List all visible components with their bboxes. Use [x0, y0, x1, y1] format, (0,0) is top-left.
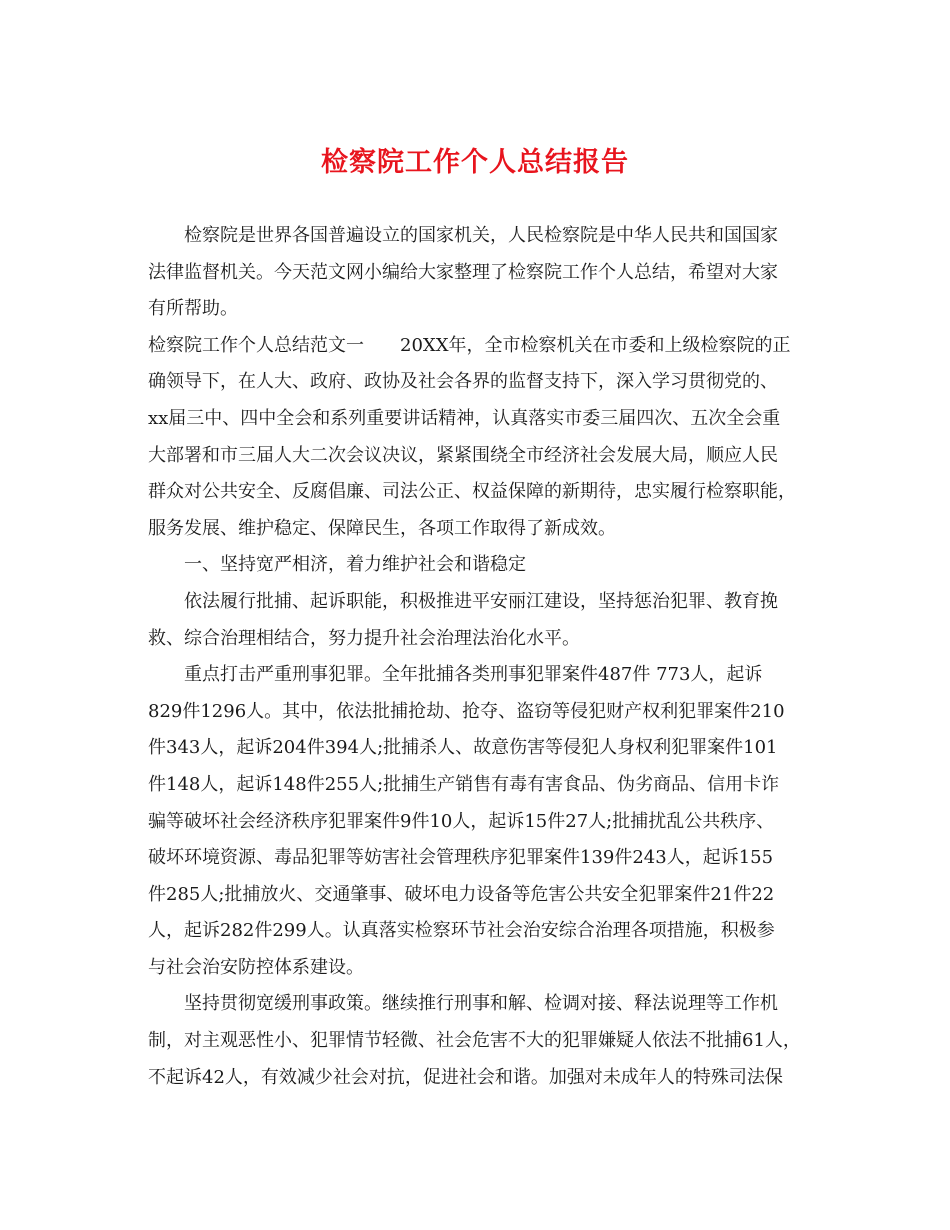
body-line: 829件1296人。其中，依法批捕抢劫、抢夺、盗窃等侵犯财产权利犯罪案件210	[148, 700, 785, 722]
body-line: 检察院工作个人总结范文一 20XX年，全市检察机关在市委和上级检察院的正	[148, 334, 791, 356]
body-line: 不起诉42人，有效减少社会对抗，促进社会和谐。加强对未成年人的特殊司法保	[148, 1066, 783, 1088]
body-line: xx届三中、四中全会和系列重要讲话精神，认真落实市委三届四次、五次全会重	[148, 407, 781, 429]
body-line: 法律监督机关。今天范文网小编给大家整理了检察院工作个人总结，希望对大家	[148, 261, 778, 283]
body-line: 有所帮助。	[148, 298, 238, 320]
body-line: 一、坚持宽严相济，着力维护社会和谐稳定	[184, 554, 526, 576]
body-line: 确领导下，在人大、政府、政协及社会各界的监督支持下，深入学习贯彻党的、	[148, 371, 778, 393]
body-line: 件148人，起诉148件255人;批捕生产销售有毒有害食品、伪劣商品、信用卡诈	[148, 773, 780, 795]
body-line: 人，起诉282件299人。认真落实检察环节社会治安综合治理各项措施，积极参	[148, 920, 775, 942]
body-line: 依法履行批捕、起诉职能，积极推进平安丽江建设，坚持惩治犯罪、教育挽	[184, 590, 778, 612]
body-line: 件343人，起诉204件394人;批捕杀人、故意伤害等侵犯人身权利犯罪案件101	[148, 737, 778, 759]
body-line: 检察院是世界各国普遍设立的国家机关，人民检察院是中华人民共和国国家	[184, 225, 778, 246]
body-line: 坚持贯彻宽缓刑事政策。继续推行刑事和解、检调对接、释法说理等工作机	[184, 993, 778, 1015]
body-line: 与社会治安防控体系建设。	[148, 956, 364, 978]
body-line: 件285人;批捕放火、交通肇事、破坏电力设备等危害公共安全犯罪案件21件22	[148, 883, 775, 905]
document-body	[148, 218, 808, 1096]
body-line: 骗等破坏社会经济秩序犯罪案件9件10人，起诉15件27人;批捕扰乱公共秩序、	[148, 810, 775, 832]
body-line: 制，对主观恶性小、犯罪情节轻微、社会危害不大的犯罪嫌疑人依法不批捕61人，	[148, 1030, 801, 1052]
body-line: 群众对公共安全、反腐倡廉、司法公正、权益保障的新期待，忠实履行检察职能，	[148, 481, 796, 503]
body-line: 大部署和市三届人大二次会议决议，紧紧围绕全市经济社会发展大局，顺应人民	[148, 444, 778, 466]
body-line: 救、综合治理相结合，努力提升社会治理法治化水平。	[148, 627, 580, 649]
body-line: 服务发展、维护稳定、保障民生，各项工作取得了新成效。	[148, 517, 616, 539]
body-line: 重点打击严重刑事犯罪。全年批捕各类刑事犯罪案件487件 773人，起诉	[184, 664, 763, 686]
document-title: 检察院工作个人总结报告	[321, 147, 629, 178]
body-line: 破坏环境资源、毒品犯罪等妨害社会管理秩序犯罪案件139件243人，起诉155	[148, 847, 774, 869]
